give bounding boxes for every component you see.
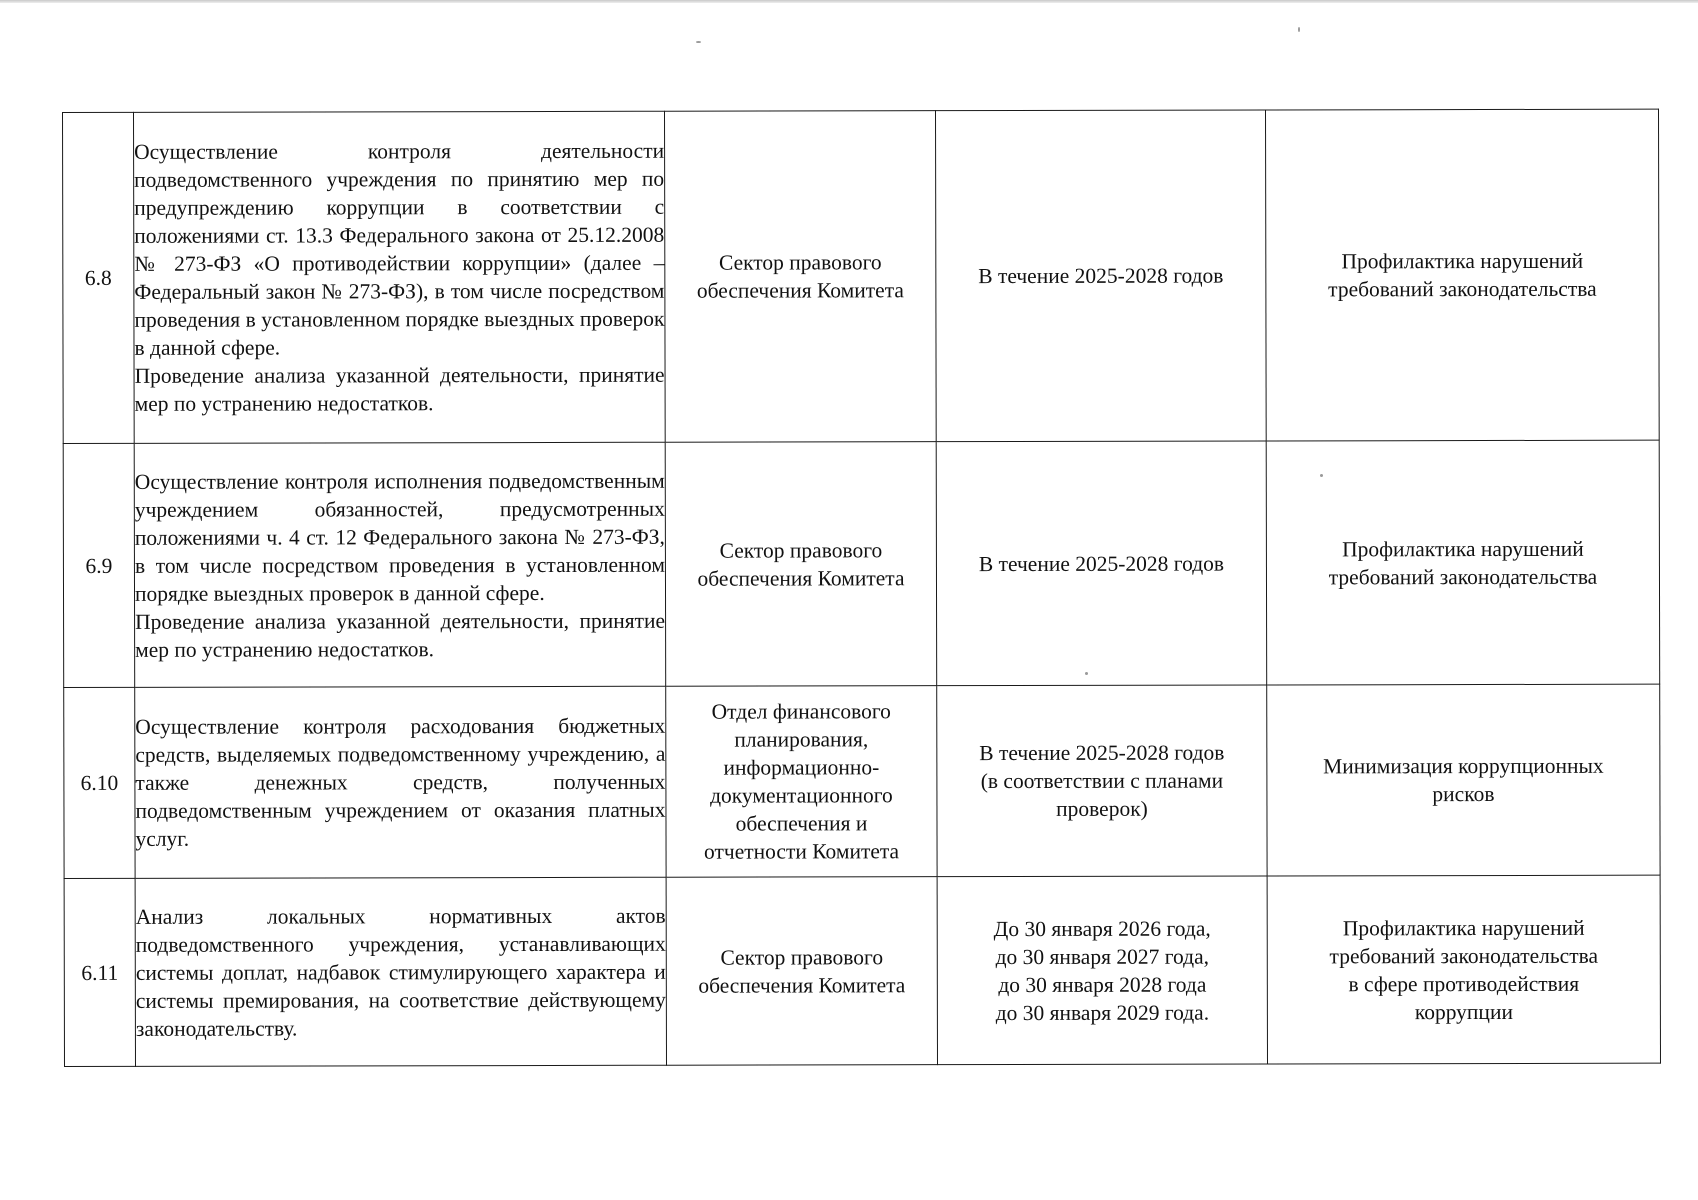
deadline-line: В течение 2025-2028 годов [978, 263, 1224, 289]
responsible-line: отчетности Комитета [703, 839, 900, 864]
deadline-line: В течение 2025-2028 годов [979, 740, 1225, 766]
responsible-unit [665, 442, 937, 687]
deadline-line: В течение 2025-2028 годов [978, 551, 1225, 576]
responsible-line: информационно- [723, 755, 880, 780]
description-paragraph: Проведение анализа указанной деятельности, принятие мер по устранению недостатков. [135, 608, 666, 662]
measure-description [135, 686, 666, 878]
row-number: 6.9 [63, 443, 135, 687]
expected-result [1267, 684, 1660, 876]
deadline [937, 685, 1267, 877]
deadline [937, 876, 1267, 1065]
responsible-unit [664, 111, 936, 443]
result-line: коррупции [1414, 999, 1513, 1024]
deadline [935, 110, 1266, 442]
scan-edge [0, 0, 1698, 3]
description-paragraph: Осуществление контроля деятельности подведомственного учреждения по принятию мер по предупреждению коррупции в соответствии с положениями ст. 13.3 Федерального закона от 25.12.2008 № 273-ФЗ «О противодействии коррупции» (далее – Федеральный закон № 273-ФЗ), в том числе посредством проведения в установленном порядке выездных проверок в данной сфере. [134, 138, 665, 360]
table-row [63, 440, 1660, 687]
deadline-line: до 30 января 2028 года [998, 972, 1207, 997]
deadline-line: (в соответствии с планами [980, 768, 1224, 794]
row-number: 6.8 [63, 112, 135, 443]
deadline-line: до 30 января 2027 года, [995, 944, 1209, 969]
result-line: требований законодательства [1328, 564, 1598, 589]
responsible-line: планирования, [734, 727, 869, 752]
result-line: Профилактика нарушений [1341, 248, 1584, 274]
table-row [64, 875, 1660, 1066]
expected-result [1265, 109, 1659, 441]
result-line: требований законодательства [1328, 276, 1597, 302]
scan-speck [696, 41, 701, 43]
responsible-line: Сектор правового [720, 944, 884, 970]
result-line: Профилактика нарушений [1342, 536, 1584, 561]
responsible-unit [666, 877, 937, 1066]
measure-description [134, 111, 666, 443]
result-line: рисков [1432, 782, 1495, 807]
responsible-line: Сектор правового [719, 537, 883, 563]
scan-speck [1298, 27, 1300, 32]
description-paragraph: Проведение анализа указанной деятельности, принятие мер по устранению недостатков. [134, 362, 665, 416]
responsible-unit [666, 686, 937, 878]
responsible-line: Сектор правового [718, 250, 882, 275]
result-line: требований законодательства [1329, 943, 1599, 968]
description-paragraph: Осуществление контроля исполнения подведомственным учреждением обязанностей, предусмотренных положениями ч. 4 ст. 12 Федерального закона № 273-ФЗ, в том числе посредством проведения в установленном порядке выездных проверок в данной сфере. [134, 468, 665, 606]
responsible-line: документационного [710, 783, 893, 808]
responsible-line: обеспечения и [735, 811, 868, 836]
result-line: в сфере противодействия [1348, 971, 1580, 996]
measure-description [135, 877, 666, 1066]
deadline [936, 441, 1267, 686]
table-row [63, 109, 1660, 443]
deadline-line: проверок) [1056, 796, 1148, 821]
responsible-line: обеспечения Комитета [698, 972, 906, 998]
result-line: Профилактика нарушений [1342, 915, 1585, 940]
responsible-line: Отдел финансового [711, 699, 891, 724]
plan-table [62, 109, 1661, 1067]
row-number: 6.10 [64, 687, 135, 878]
deadline-line: до 30 января 2029 года. [995, 1000, 1210, 1025]
row-number: 6.11 [64, 878, 135, 1066]
expected-result [1267, 875, 1660, 1064]
responsible-line: обеспечения Комитета [697, 565, 905, 591]
description-paragraph: Осуществление контроля расходования бюджетных средств, выделяемых подведомственному учреждению, а также денежных средств, полученных подведомственным учреждением от оказания платных услуг. [135, 713, 666, 851]
measure-description [134, 442, 666, 687]
responsible-line: обеспечения Комитета [696, 278, 904, 303]
result-line: Минимизация коррупционных [1323, 753, 1604, 779]
deadline-line: До 30 января 2026 года, [993, 916, 1211, 941]
table-row [64, 684, 1660, 878]
expected-result [1266, 440, 1660, 685]
description-paragraph: Анализ локальных нормативных актов подведомственного учреждения, устанавливающих системы доплат, надбавок стимулирующего характера и системы премирования, на соответствие действующему законодательству. [135, 903, 666, 1041]
